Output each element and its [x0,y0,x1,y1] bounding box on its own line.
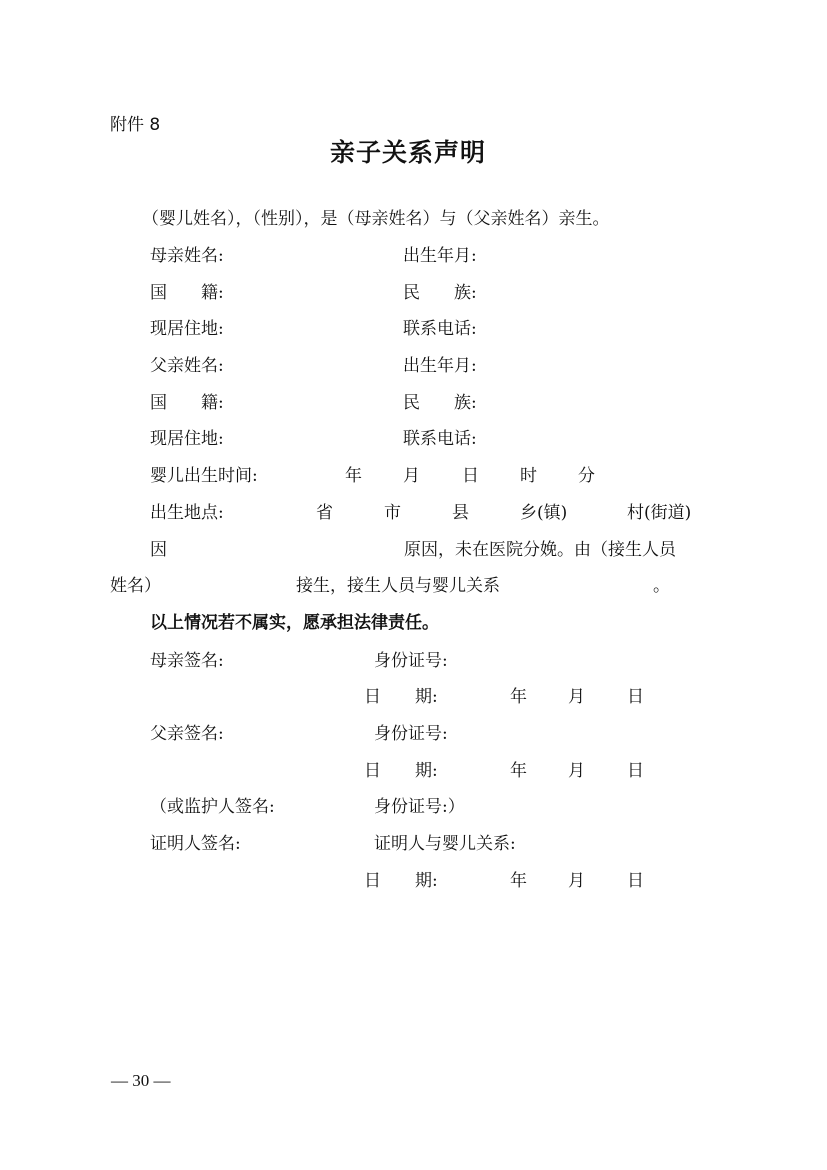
guardian-id-label: 身份证号:） [374,797,465,817]
birth-village-unit: 村(街道) [627,503,692,523]
birth-day-unit: 日 [462,466,479,486]
reason-line1: 原因，未在医院分娩。由（接生人员 [404,540,676,560]
father-address-label: 现居住地: [150,429,224,449]
mother-phone-label: 联系电话: [403,319,477,339]
page-title: 亲子关系声明 [330,138,487,167]
mother-name-label: 母亲姓名: [150,246,224,266]
birth-township-unit: 乡(镇) [520,503,568,523]
father-date-month: 月 [568,761,585,781]
mother-date-year: 年 [510,687,527,707]
page-number: — 30 — [111,1071,171,1090]
witness-signature-label: 证明人签名: [150,834,241,854]
reason-line2-start: 姓名） [110,576,161,596]
birth-time-label: 婴儿出生时间: [150,466,258,486]
birth-month-unit: 月 [403,466,420,486]
reason-line2-mid: 接生，接生人员与婴儿关系 [296,576,500,596]
birth-county-unit: 县 [452,503,469,523]
birth-hour-unit: 时 [520,466,537,486]
witness-date-month: 月 [568,871,585,891]
birth-province-unit: 省 [316,503,333,523]
intro-sentence: （婴儿姓名），（性别），是（母亲姓名）与（父亲姓名）亲生。 [142,209,610,229]
father-birth-label: 出生年月: [403,356,477,376]
father-date-year: 年 [510,761,527,781]
mother-date-day: 日 [627,687,644,707]
mother-date-label: 日 期: [364,687,438,707]
witness-date-day: 日 [627,871,644,891]
birth-city-unit: 市 [384,503,401,523]
mother-ethnicity-label: 民 族: [403,283,477,303]
birth-year-unit: 年 [345,466,362,486]
mother-date-month: 月 [568,687,585,707]
declaration-statement: 以上情况若不属实，愿承担法律责任。 [150,613,439,633]
mother-birth-label: 出生年月: [403,246,477,266]
reason-line2-end: 。 [653,576,670,596]
father-signature-label: 父亲签名: [150,724,224,744]
mother-address-label: 现居住地: [150,319,224,339]
reason-start: 因 [150,540,167,560]
birth-place-label: 出生地点: [150,503,224,523]
father-ethnicity-label: 民 族: [403,393,477,413]
witness-date-label: 日 期: [364,871,438,891]
guardian-signature-label: （或监护人签名: [150,797,275,817]
mother-nationality-label: 国 籍: [150,283,224,303]
father-nationality-label: 国 籍: [150,393,224,413]
witness-relation-label: 证明人与婴儿关系: [374,834,516,854]
mother-id-label: 身份证号: [374,651,448,671]
witness-date-year: 年 [510,871,527,891]
attachment-label: 附件 8 [110,115,161,135]
father-date-day: 日 [627,761,644,781]
father-phone-label: 联系电话: [403,429,477,449]
birth-minute-unit: 分 [578,466,595,486]
mother-signature-label: 母亲签名: [150,651,224,671]
father-date-label: 日 期: [364,761,438,781]
father-id-label: 身份证号: [374,724,448,744]
father-name-label: 父亲姓名: [150,356,224,376]
